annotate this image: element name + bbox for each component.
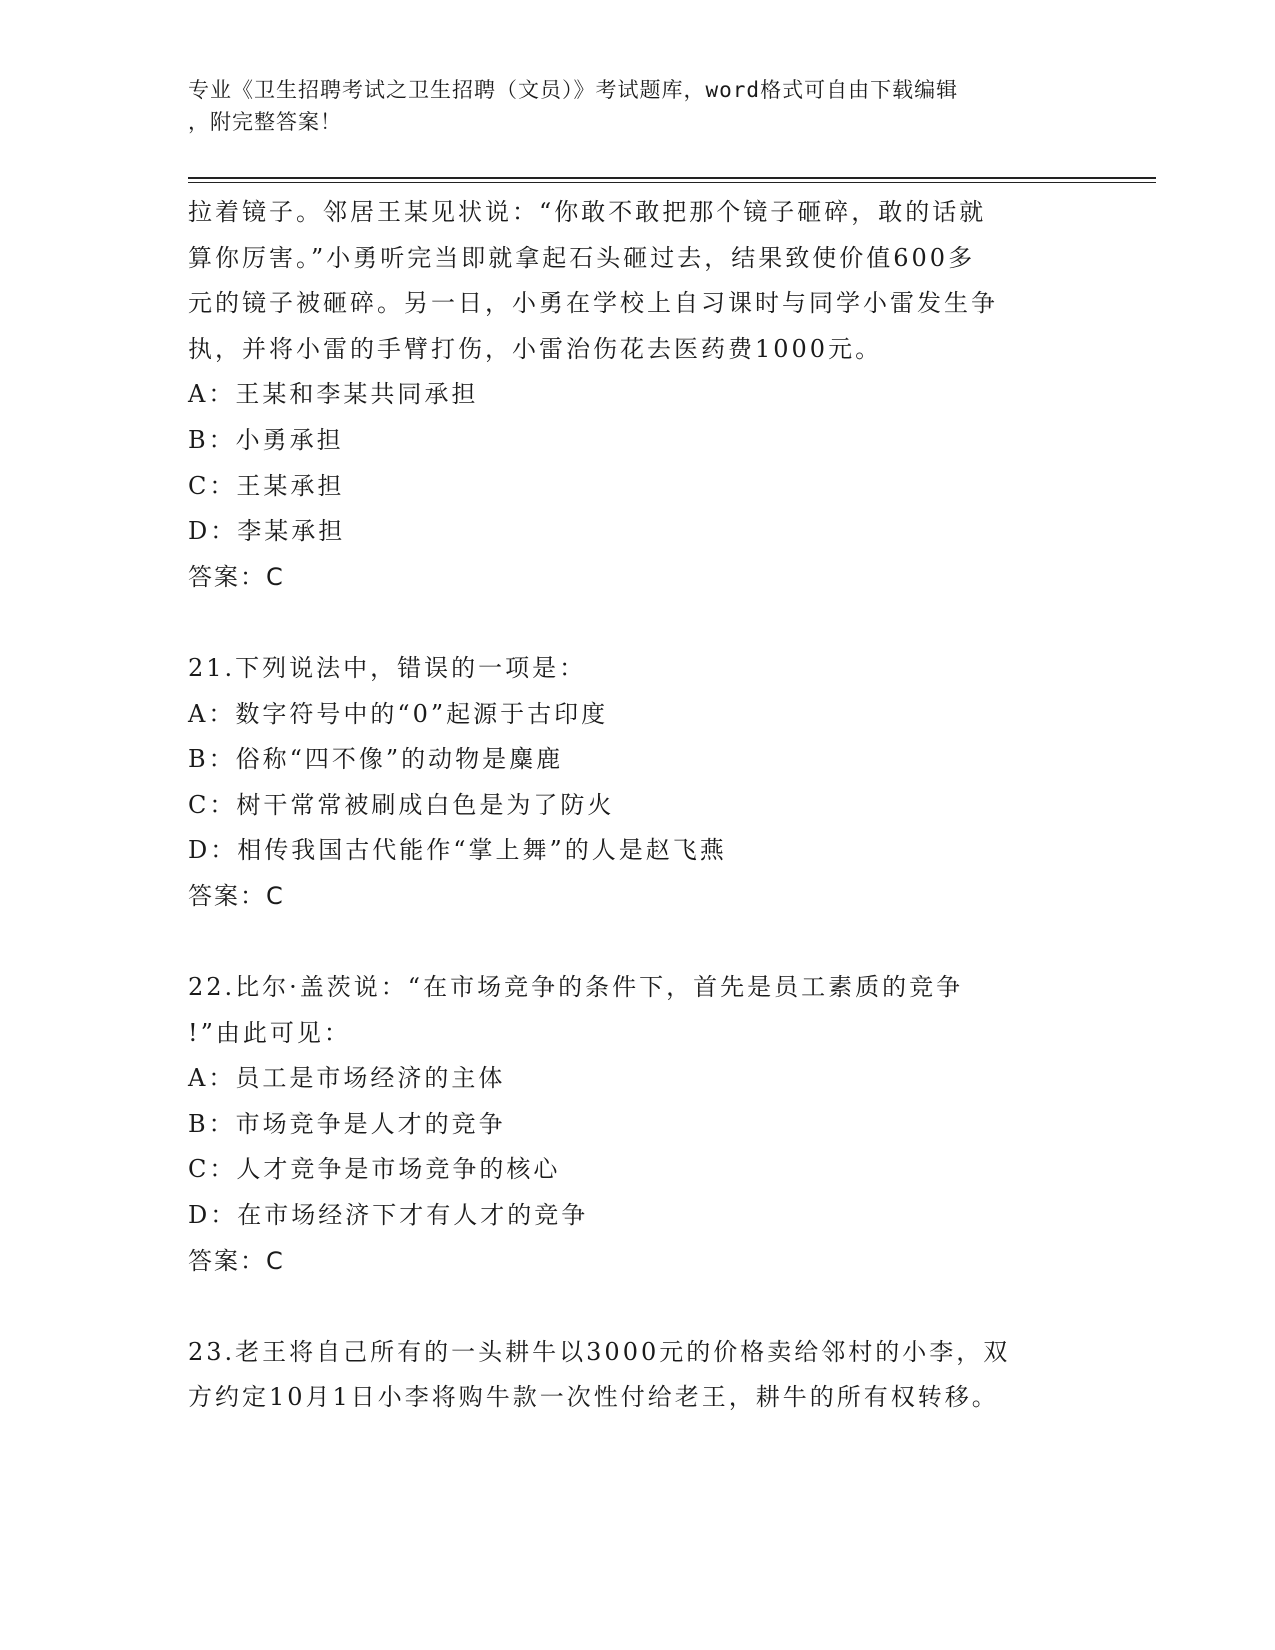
option-d: D：在市场经济下才有人才的竞争 bbox=[188, 1201, 589, 1230]
option-b: B：俗称“四不像”的动物是麋鹿 bbox=[188, 745, 564, 774]
header-line-1: 专业《卫生招聘考试之卫生招聘（文员）》考试题库，word格式可自由下载编辑 bbox=[188, 78, 959, 102]
stem-line: 方约定10月1日小李将购牛款一次性付给老王，耕牛的所有权转移。 bbox=[188, 1383, 999, 1412]
stem-line: 21.下列说法中，错误的一项是： bbox=[188, 653, 587, 682]
stem-line: !”由此可见： bbox=[188, 1018, 351, 1047]
option-b: B：市场竞争是人才的竞争 bbox=[188, 1109, 506, 1138]
question-22 bbox=[188, 965, 1068, 1284]
stem-line: 22.比尔·盖茨说：“在市场竞争的条件下，首先是员工素质的竞争 bbox=[188, 973, 964, 1002]
stem-line: 23.老王将自己所有的一头耕牛以3000元的价格卖给邻村的小李，双 bbox=[188, 1337, 1011, 1366]
option-d: D：相传我国古代能作“掌上舞”的人是赵飞燕 bbox=[188, 836, 727, 865]
header-rule-thick bbox=[188, 177, 1156, 179]
stem-line: 算你厉害。”小勇听完当即就拿起石头砸过去，结果致使价值600多 bbox=[188, 243, 976, 272]
page-header bbox=[188, 74, 1088, 138]
option-c: C：树干常常被刷成白色是为了防火 bbox=[188, 790, 615, 819]
spacer bbox=[188, 1284, 1068, 1330]
header-rule-thin bbox=[188, 182, 1156, 183]
question-content bbox=[188, 190, 1068, 1421]
option-a: A：王某和李某共同承担 bbox=[188, 380, 479, 409]
question-21 bbox=[188, 646, 1068, 920]
option-a: A：数字符号中的“0”起源于古印度 bbox=[188, 699, 609, 728]
answer-line: 答案：C bbox=[188, 562, 285, 591]
stem-line: 拉着镜子。邻居王某见状说：“你敢不敢把那个镜子砸碎，敢的话就 bbox=[188, 198, 987, 226]
stem-line: 元的镜子被砸碎。另一日，小勇在学校上自习课时与同学小雷发生争 bbox=[188, 289, 998, 318]
option-c: C：王某承担 bbox=[188, 471, 345, 500]
option-a: A：员工是市场经济的主体 bbox=[188, 1064, 506, 1093]
stem-line: 执，并将小雷的手臂打伤，小雷治伤花去医药费1000元。 bbox=[188, 334, 883, 363]
continued-question bbox=[188, 190, 1068, 600]
option-d: D：李某承担 bbox=[188, 517, 346, 546]
spacer bbox=[188, 600, 1068, 646]
spacer bbox=[188, 920, 1068, 966]
question-23 bbox=[188, 1330, 1068, 1421]
answer-line: 答案：C bbox=[188, 881, 285, 910]
option-b: B：小勇承担 bbox=[188, 425, 344, 454]
header-line-2: ，附完整答案！ bbox=[188, 110, 342, 134]
option-c: C：人才竞争是市场竞争的核心 bbox=[188, 1155, 561, 1184]
answer-line: 答案：C bbox=[188, 1246, 285, 1275]
